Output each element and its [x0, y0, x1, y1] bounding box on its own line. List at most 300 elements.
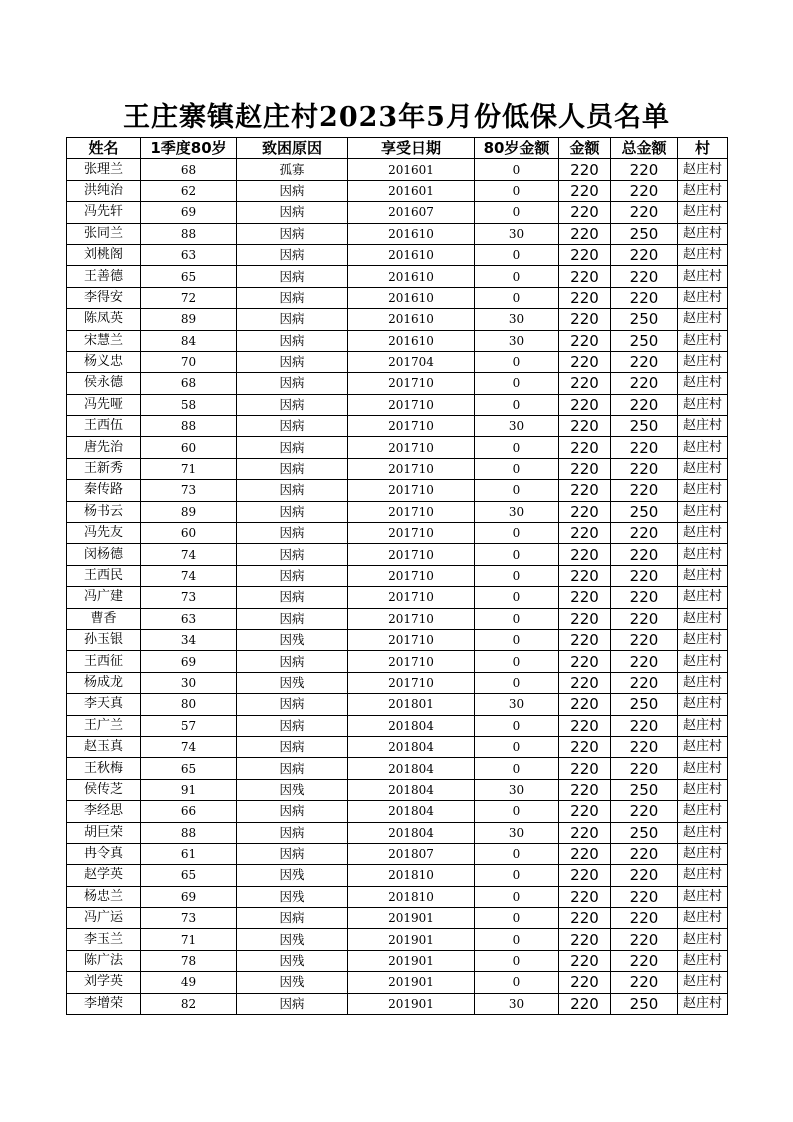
table-row — [67, 779, 728, 800]
cell-amount80: 0 — [475, 394, 559, 415]
table-row — [67, 373, 728, 394]
cell-total: 220 — [611, 758, 678, 779]
cell-village: 赵庄村 — [678, 202, 728, 223]
cell-age: 68 — [141, 159, 237, 180]
cell-amount80: 0 — [475, 351, 559, 372]
cell-total: 250 — [611, 330, 678, 351]
cell-amount: 220 — [559, 822, 611, 843]
cell-reason: 因病 — [237, 544, 348, 565]
cell-name: 杨忠兰 — [67, 886, 141, 907]
table-row — [67, 908, 728, 929]
cell-date: 201804 — [348, 822, 475, 843]
cell-date: 201710 — [348, 672, 475, 693]
cell-name: 孙玉银 — [67, 629, 141, 650]
cell-reason: 因病 — [237, 694, 348, 715]
cell-village: 赵庄村 — [678, 843, 728, 864]
table-row — [67, 715, 728, 736]
table-row — [67, 266, 728, 287]
cell-reason: 因病 — [237, 523, 348, 544]
cell-name: 杨成龙 — [67, 672, 141, 693]
cell-reason: 因残 — [237, 972, 348, 993]
cell-total: 220 — [611, 373, 678, 394]
cell-reason: 因残 — [237, 779, 348, 800]
cell-amount: 220 — [559, 373, 611, 394]
cell-reason: 因病 — [237, 394, 348, 415]
cell-age: 78 — [141, 950, 237, 971]
cell-reason: 因病 — [237, 587, 348, 608]
cell-village: 赵庄村 — [678, 394, 728, 415]
cell-name: 张同兰 — [67, 223, 141, 244]
cell-reason: 因病 — [237, 480, 348, 501]
cell-age: 70 — [141, 351, 237, 372]
table-row — [67, 223, 728, 244]
table-row — [67, 865, 728, 886]
cell-reason: 因病 — [237, 244, 348, 265]
cell-name: 侯传芝 — [67, 779, 141, 800]
cell-village: 赵庄村 — [678, 437, 728, 458]
cell-total: 250 — [611, 309, 678, 330]
table-row — [67, 523, 728, 544]
cell-age: 91 — [141, 779, 237, 800]
table-row — [67, 993, 728, 1014]
cell-name: 李天真 — [67, 694, 141, 715]
table-row — [67, 822, 728, 843]
cell-village: 赵庄村 — [678, 950, 728, 971]
cell-total: 220 — [611, 180, 678, 201]
header-reason: 致困原因 — [237, 138, 348, 159]
cell-village: 赵庄村 — [678, 416, 728, 437]
table-row — [67, 394, 728, 415]
cell-amount: 220 — [559, 694, 611, 715]
cell-reason: 因病 — [237, 309, 348, 330]
table-row — [67, 950, 728, 971]
cell-village: 赵庄村 — [678, 972, 728, 993]
cell-total: 250 — [611, 694, 678, 715]
cell-amount: 220 — [559, 309, 611, 330]
cell-amount80: 0 — [475, 972, 559, 993]
cell-amount: 220 — [559, 351, 611, 372]
cell-age: 60 — [141, 437, 237, 458]
table-row — [67, 437, 728, 458]
cell-name: 冯广建 — [67, 587, 141, 608]
cell-age: 65 — [141, 758, 237, 779]
cell-date: 201710 — [348, 394, 475, 415]
cell-total: 220 — [611, 202, 678, 223]
table-row — [67, 202, 728, 223]
cell-name: 陈凤英 — [67, 309, 141, 330]
cell-age: 74 — [141, 544, 237, 565]
cell-date: 201804 — [348, 736, 475, 757]
cell-reason: 因残 — [237, 886, 348, 907]
table-row — [67, 480, 728, 501]
cell-reason: 因残 — [237, 929, 348, 950]
cell-amount: 220 — [559, 929, 611, 950]
table-row — [67, 458, 728, 479]
cell-name: 赵玉真 — [67, 736, 141, 757]
cell-amount: 220 — [559, 886, 611, 907]
cell-age: 69 — [141, 651, 237, 672]
table-row — [67, 330, 728, 351]
cell-amount: 220 — [559, 736, 611, 757]
cell-amount80: 30 — [475, 330, 559, 351]
cell-amount80: 0 — [475, 843, 559, 864]
cell-age: 65 — [141, 865, 237, 886]
cell-amount80: 0 — [475, 651, 559, 672]
cell-village: 赵庄村 — [678, 801, 728, 822]
cell-age: 73 — [141, 908, 237, 929]
cell-amount: 220 — [559, 437, 611, 458]
cell-age: 73 — [141, 587, 237, 608]
table-row — [67, 501, 728, 522]
cell-total: 220 — [611, 715, 678, 736]
cell-amount: 220 — [559, 159, 611, 180]
cell-name: 王新秀 — [67, 458, 141, 479]
cell-reason: 因残 — [237, 950, 348, 971]
cell-date: 201901 — [348, 929, 475, 950]
cell-reason: 因残 — [237, 672, 348, 693]
cell-reason: 因病 — [237, 908, 348, 929]
cell-age: 30 — [141, 672, 237, 693]
cell-total: 220 — [611, 950, 678, 971]
table-row — [67, 565, 728, 586]
cell-amount80: 0 — [475, 523, 559, 544]
cell-name: 王广兰 — [67, 715, 141, 736]
cell-amount80: 0 — [475, 480, 559, 501]
cell-name: 李得安 — [67, 287, 141, 308]
cell-age: 82 — [141, 993, 237, 1014]
cell-amount80: 0 — [475, 587, 559, 608]
cell-date: 201610 — [348, 287, 475, 308]
cell-village: 赵庄村 — [678, 993, 728, 1014]
cell-amount80: 0 — [475, 715, 559, 736]
cell-name: 冯先哑 — [67, 394, 141, 415]
table-row — [67, 929, 728, 950]
cell-amount: 220 — [559, 266, 611, 287]
cell-amount: 220 — [559, 565, 611, 586]
cell-amount: 220 — [559, 908, 611, 929]
cell-amount: 220 — [559, 715, 611, 736]
cell-amount80: 30 — [475, 694, 559, 715]
table-row — [67, 587, 728, 608]
cell-age: 73 — [141, 480, 237, 501]
table-row — [67, 309, 728, 330]
cell-age: 74 — [141, 736, 237, 757]
table-row — [67, 544, 728, 565]
cell-village: 赵庄村 — [678, 480, 728, 501]
cell-total: 220 — [611, 458, 678, 479]
cell-village: 赵庄村 — [678, 544, 728, 565]
cell-reason: 因病 — [237, 373, 348, 394]
cell-age: 89 — [141, 501, 237, 522]
cell-date: 201710 — [348, 437, 475, 458]
cell-amount: 220 — [559, 672, 611, 693]
cell-total: 220 — [611, 565, 678, 586]
cell-amount80: 0 — [475, 180, 559, 201]
cell-name: 李增荣 — [67, 993, 141, 1014]
cell-name: 冯先友 — [67, 523, 141, 544]
cell-total: 220 — [611, 843, 678, 864]
cell-date: 201804 — [348, 779, 475, 800]
cell-total: 250 — [611, 993, 678, 1014]
cell-amount80: 30 — [475, 993, 559, 1014]
table-row — [67, 244, 728, 265]
cell-total: 220 — [611, 865, 678, 886]
cell-date: 201601 — [348, 159, 475, 180]
cell-total: 250 — [611, 416, 678, 437]
cell-name: 刘桃阁 — [67, 244, 141, 265]
cell-reason: 因病 — [237, 993, 348, 1014]
cell-village: 赵庄村 — [678, 929, 728, 950]
cell-date: 201610 — [348, 266, 475, 287]
cell-amount80: 0 — [475, 287, 559, 308]
cell-total: 220 — [611, 159, 678, 180]
cell-total: 250 — [611, 223, 678, 244]
cell-reason: 因病 — [237, 437, 348, 458]
cell-name: 王西征 — [67, 651, 141, 672]
cell-name: 李经思 — [67, 801, 141, 822]
cell-name: 王西民 — [67, 565, 141, 586]
cell-total: 220 — [611, 608, 678, 629]
table-row — [67, 972, 728, 993]
cell-date: 201807 — [348, 843, 475, 864]
cell-village: 赵庄村 — [678, 351, 728, 372]
cell-reason: 因病 — [237, 180, 348, 201]
cell-amount80: 0 — [475, 202, 559, 223]
cell-amount: 220 — [559, 544, 611, 565]
cell-name: 冯广运 — [67, 908, 141, 929]
cell-village: 赵庄村 — [678, 180, 728, 201]
cell-amount: 220 — [559, 950, 611, 971]
cell-age: 74 — [141, 565, 237, 586]
cell-age: 62 — [141, 180, 237, 201]
cell-reason: 因残 — [237, 629, 348, 650]
cell-total: 220 — [611, 287, 678, 308]
cell-name: 侯永德 — [67, 373, 141, 394]
table-row — [67, 351, 728, 372]
cell-name: 胡巨荣 — [67, 822, 141, 843]
table-row — [67, 843, 728, 864]
table-row — [67, 886, 728, 907]
cell-total: 220 — [611, 651, 678, 672]
cell-amount: 220 — [559, 180, 611, 201]
cell-total: 220 — [611, 886, 678, 907]
cell-date: 201804 — [348, 801, 475, 822]
cell-name: 张理兰 — [67, 159, 141, 180]
table-header-row — [67, 138, 728, 159]
cell-amount80: 30 — [475, 223, 559, 244]
cell-amount80: 0 — [475, 266, 559, 287]
cell-date: 201710 — [348, 544, 475, 565]
cell-name: 陈广法 — [67, 950, 141, 971]
cell-name: 李玉兰 — [67, 929, 141, 950]
cell-village: 赵庄村 — [678, 822, 728, 843]
cell-date: 201710 — [348, 629, 475, 650]
cell-total: 220 — [611, 266, 678, 287]
header-age: 1季度80岁 — [141, 138, 237, 159]
table-row — [67, 651, 728, 672]
cell-name: 王秋梅 — [67, 758, 141, 779]
header-total: 总金额 — [611, 138, 678, 159]
cell-total: 220 — [611, 244, 678, 265]
cell-amount: 220 — [559, 587, 611, 608]
cell-reason: 因病 — [237, 822, 348, 843]
cell-amount: 220 — [559, 843, 611, 864]
cell-village: 赵庄村 — [678, 565, 728, 586]
cell-name: 王善德 — [67, 266, 141, 287]
cell-amount80: 0 — [475, 801, 559, 822]
cell-date: 201801 — [348, 694, 475, 715]
cell-age: 88 — [141, 416, 237, 437]
cell-amount: 220 — [559, 458, 611, 479]
cell-village: 赵庄村 — [678, 629, 728, 650]
cell-date: 201710 — [348, 608, 475, 629]
cell-total: 220 — [611, 972, 678, 993]
cell-date: 201710 — [348, 373, 475, 394]
cell-total: 220 — [611, 801, 678, 822]
cell-village: 赵庄村 — [678, 865, 728, 886]
cell-date: 201710 — [348, 458, 475, 479]
cell-date: 201810 — [348, 886, 475, 907]
cell-total: 220 — [611, 544, 678, 565]
cell-amount: 220 — [559, 993, 611, 1014]
cell-name: 杨义忠 — [67, 351, 141, 372]
cell-age: 57 — [141, 715, 237, 736]
cell-total: 220 — [611, 929, 678, 950]
cell-age: 84 — [141, 330, 237, 351]
cell-reason: 因病 — [237, 801, 348, 822]
cell-amount80: 0 — [475, 458, 559, 479]
cell-village: 赵庄村 — [678, 309, 728, 330]
cell-amount: 220 — [559, 608, 611, 629]
cell-reason: 因病 — [237, 458, 348, 479]
table-row — [67, 736, 728, 757]
cell-reason: 因病 — [237, 715, 348, 736]
cell-amount80: 0 — [475, 950, 559, 971]
cell-village: 赵庄村 — [678, 758, 728, 779]
cell-reason: 因病 — [237, 565, 348, 586]
table-row — [67, 180, 728, 201]
cell-amount80: 0 — [475, 437, 559, 458]
cell-amount80: 0 — [475, 629, 559, 650]
cell-age: 71 — [141, 929, 237, 950]
cell-village: 赵庄村 — [678, 908, 728, 929]
cell-total: 220 — [611, 351, 678, 372]
cell-name: 宋慧兰 — [67, 330, 141, 351]
cell-village: 赵庄村 — [678, 330, 728, 351]
cell-date: 201601 — [348, 180, 475, 201]
cell-village: 赵庄村 — [678, 715, 728, 736]
cell-total: 250 — [611, 779, 678, 800]
cell-total: 250 — [611, 501, 678, 522]
cell-reason: 因病 — [237, 608, 348, 629]
cell-age: 60 — [141, 523, 237, 544]
cell-name: 刘学英 — [67, 972, 141, 993]
cell-age: 63 — [141, 244, 237, 265]
header-name: 姓名 — [67, 138, 141, 159]
cell-amount: 220 — [559, 801, 611, 822]
cell-total: 220 — [611, 908, 678, 929]
cell-total: 220 — [611, 437, 678, 458]
cell-amount80: 0 — [475, 865, 559, 886]
cell-reason: 因病 — [237, 351, 348, 372]
cell-amount80: 0 — [475, 736, 559, 757]
cell-age: 66 — [141, 801, 237, 822]
cell-date: 201710 — [348, 416, 475, 437]
cell-date: 201901 — [348, 908, 475, 929]
cell-amount80: 30 — [475, 501, 559, 522]
cell-name: 赵学英 — [67, 865, 141, 886]
cell-amount: 220 — [559, 651, 611, 672]
header-village: 村 — [678, 138, 728, 159]
table-row — [67, 672, 728, 693]
cell-date: 201610 — [348, 330, 475, 351]
cell-name: 曹香 — [67, 608, 141, 629]
table-row — [67, 801, 728, 822]
cell-date: 201610 — [348, 244, 475, 265]
cell-total: 220 — [611, 672, 678, 693]
cell-total: 220 — [611, 629, 678, 650]
cell-date: 201710 — [348, 651, 475, 672]
cell-amount: 220 — [559, 480, 611, 501]
cell-date: 201610 — [348, 223, 475, 244]
cell-amount80: 30 — [475, 309, 559, 330]
cell-village: 赵庄村 — [678, 694, 728, 715]
cell-reason: 因病 — [237, 651, 348, 672]
cell-village: 赵庄村 — [678, 587, 728, 608]
cell-name: 唐先治 — [67, 437, 141, 458]
cell-total: 220 — [611, 394, 678, 415]
cell-date: 201607 — [348, 202, 475, 223]
cell-reason: 因病 — [237, 287, 348, 308]
cell-age: 63 — [141, 608, 237, 629]
cell-amount: 220 — [559, 394, 611, 415]
cell-name: 杨书云 — [67, 501, 141, 522]
cell-reason: 因病 — [237, 501, 348, 522]
cell-date: 201810 — [348, 865, 475, 886]
cell-total: 250 — [611, 822, 678, 843]
page-title: 王庄寨镇赵庄村2023年5月份低保人员名单 — [123, 102, 670, 133]
cell-age: 89 — [141, 309, 237, 330]
cell-village: 赵庄村 — [678, 501, 728, 522]
cell-amount: 220 — [559, 758, 611, 779]
header-date: 享受日期 — [348, 138, 475, 159]
cell-village: 赵庄村 — [678, 651, 728, 672]
cell-date: 201804 — [348, 758, 475, 779]
cell-amount: 220 — [559, 330, 611, 351]
cell-reason: 因病 — [237, 266, 348, 287]
cell-amount: 220 — [559, 287, 611, 308]
cell-age: 58 — [141, 394, 237, 415]
table-row — [67, 758, 728, 779]
beneficiary-table — [66, 137, 728, 1015]
table-row — [67, 694, 728, 715]
cell-village: 赵庄村 — [678, 159, 728, 180]
cell-amount80: 0 — [475, 758, 559, 779]
cell-age: 68 — [141, 373, 237, 394]
cell-reason: 因病 — [237, 416, 348, 437]
cell-reason: 因病 — [237, 330, 348, 351]
cell-village: 赵庄村 — [678, 287, 728, 308]
cell-age: 88 — [141, 822, 237, 843]
cell-age: 49 — [141, 972, 237, 993]
cell-date: 201901 — [348, 972, 475, 993]
cell-amount: 220 — [559, 865, 611, 886]
table-row — [67, 416, 728, 437]
cell-amount80: 0 — [475, 159, 559, 180]
cell-date: 201710 — [348, 523, 475, 544]
cell-amount: 220 — [559, 223, 611, 244]
cell-age: 65 — [141, 266, 237, 287]
